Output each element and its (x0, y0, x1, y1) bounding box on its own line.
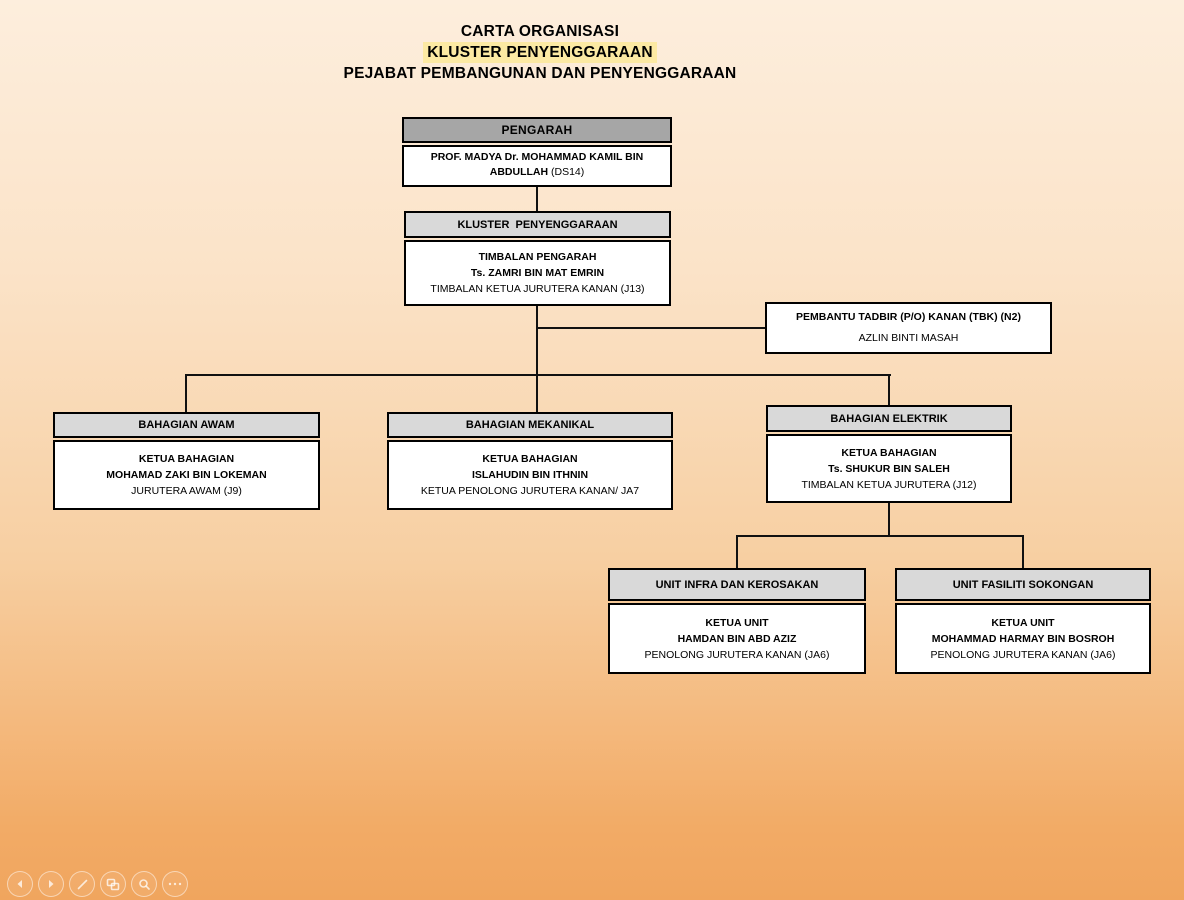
person-role: KETUA BAHAGIAN (841, 446, 937, 459)
org-box-bahagian-awam (53, 412, 320, 510)
person-post: KETUA PENOLONG JURUTERA KANAN/ JA7 (420, 485, 640, 497)
org-box-unit-infra-header: UNIT INFRA DAN KEROSAKAN (608, 568, 866, 601)
zoom-slide-button[interactable] (131, 871, 157, 897)
magnifier-icon (138, 878, 151, 891)
previous-slide-icon (14, 878, 26, 890)
org-box-bahagian-awam-body (53, 440, 320, 510)
person-name: ISLAHUDIN BIN ITHNIN (471, 469, 589, 481)
person-post: PENOLONG JURUTERA KANAN (JA6) (930, 648, 1116, 661)
person-role: KETUA BAHAGIAN (482, 453, 578, 465)
org-box-bahagian-mekanikal (387, 412, 673, 510)
org-box-pengarah-body (402, 145, 672, 187)
person-post: TIMBALAN KETUA JURUTERA KANAN (J13) (430, 283, 645, 295)
person-name: PROF. MADYA Dr. MOHAMMAD KAMIL BIN ABDULLAH (430, 151, 644, 178)
person-role: KETUA UNIT (991, 616, 1055, 629)
org-box-pembantu-tadbir (765, 302, 1052, 354)
connector-elektrik-down (888, 502, 890, 537)
org-box-unit-fasiliti-body (895, 603, 1151, 674)
connector-drop-elektrik (888, 374, 890, 406)
org-box-bahagian-elektrik-body (766, 434, 1012, 503)
next-slide-button[interactable] (38, 871, 64, 897)
connector-branch-horizontal (185, 374, 891, 376)
org-box-pengarah (402, 117, 672, 187)
org-box-bahagian-mekanikal-header: BAHAGIAN MEKANIKAL (387, 412, 673, 438)
title-line-1: CARTA ORGANISASI (460, 23, 620, 40)
person-role: TIMBALAN PENGARAH (478, 251, 597, 263)
person-post: JURUTERA AWAM (J9) (131, 485, 242, 497)
person-name: Ts. ZAMRI BIN MAT EMRIN (470, 267, 605, 279)
person-role: KETUA BAHAGIAN (138, 453, 235, 465)
person-role: PEMBANTU TADBIR (P/O) KANAN (TBK) (N2) (796, 311, 1021, 323)
see-all-slides-icon (106, 878, 120, 891)
pen-annotate-button[interactable] (69, 871, 95, 897)
org-box-pengarah-header: PENGARAH (402, 117, 672, 143)
chart-title (0, 21, 1080, 84)
previous-slide-button[interactable] (7, 871, 33, 897)
org-box-bahagian-mekanikal-body (387, 440, 673, 510)
org-box-bahagian-awam-header: BAHAGIAN AWAM (53, 412, 320, 438)
org-box-pembantu-tadbir-body (765, 302, 1052, 354)
title-line-3: PEJABAT PEMBANGUNAN DAN PENYENGGARAAN (343, 65, 737, 82)
ellipsis-icon (168, 882, 182, 886)
person-name: HAMDAN BIN ABD AZIZ (677, 632, 797, 645)
pen-icon (76, 878, 89, 891)
highlighted-title-text: KLUSTER PENYENGGARAAN (423, 42, 657, 63)
org-box-unit-infra-body (608, 603, 866, 674)
connector-unit-horizontal (736, 535, 1024, 537)
org-box-kluster (404, 211, 671, 306)
connector-pengarah-kluster (536, 185, 538, 212)
next-slide-icon (45, 878, 57, 890)
title-line-2 (0, 42, 1080, 63)
see-all-slides-button[interactable] (100, 871, 126, 897)
person-post: PENOLONG JURUTERA KANAN (JA6) (644, 648, 830, 661)
connector-kluster-down (536, 306, 538, 376)
person-name: Ts. SHUKUR BIN SALEH (828, 462, 950, 475)
connector-drop-infra (736, 535, 738, 569)
connector-drop-mekanikal (536, 374, 538, 413)
connector-drop-fasiliti (1022, 535, 1024, 569)
org-box-bahagian-elektrik-header: BAHAGIAN ELEKTRIK (766, 405, 1012, 432)
connector-drop-awam (185, 374, 187, 413)
person-name: MOHAMMAD HARMAY BIN BOSROH (931, 632, 1115, 645)
person-role: KETUA UNIT (705, 616, 769, 629)
org-box-unit-fasiliti-header: UNIT FASILITI SOKONGAN (895, 568, 1151, 601)
person-grade: (DS14) (550, 166, 585, 178)
connector-to-pembantu (536, 327, 765, 329)
person-name: MOHAMAD ZAKI BIN LOKEMAN (106, 469, 267, 481)
org-box-kluster-body (404, 240, 671, 306)
person-post: TIMBALAN KETUA JURUTERA (J12) (801, 478, 977, 491)
org-box-bahagian-elektrik (766, 405, 1012, 503)
org-box-unit-infra (608, 568, 866, 674)
person-name: AZLIN BINTI MASAH (858, 332, 959, 344)
org-box-unit-fasiliti (895, 568, 1151, 674)
more-options-button[interactable] (162, 871, 188, 897)
org-box-kluster-header: KLUSTER PENYENGGARAAN (404, 211, 671, 238)
